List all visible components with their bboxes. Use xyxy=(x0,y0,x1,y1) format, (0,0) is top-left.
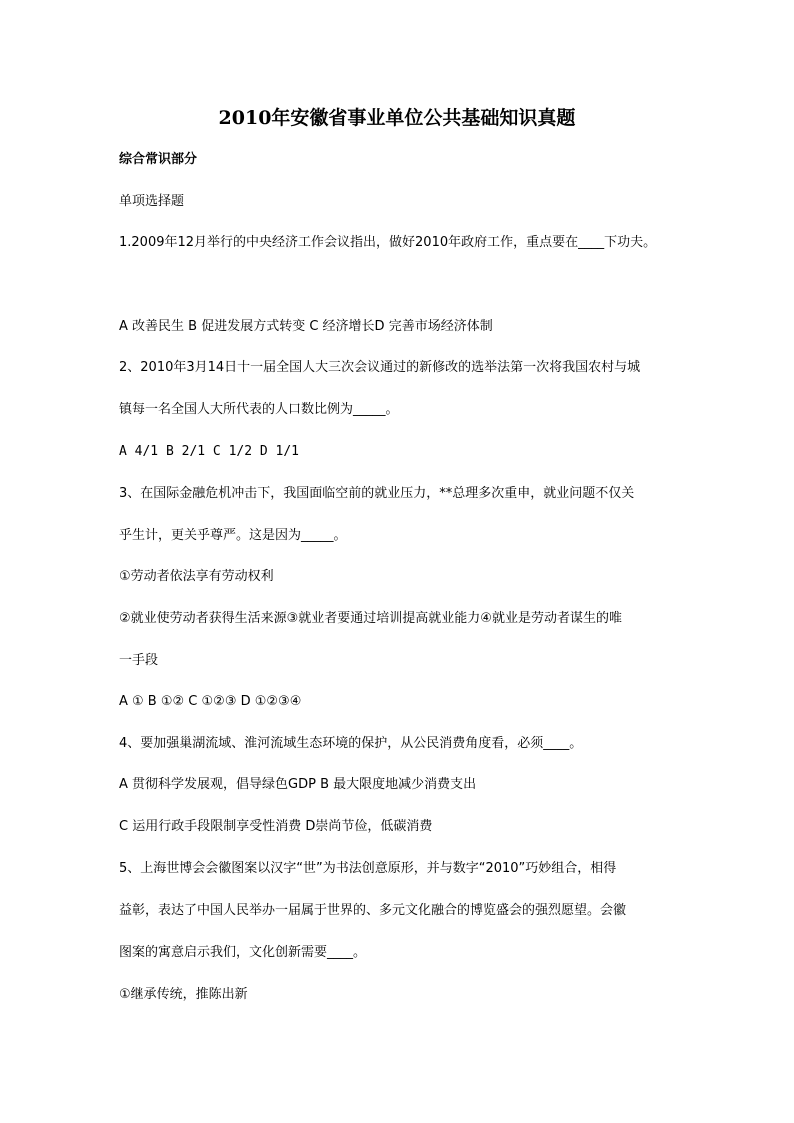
question-2-text-line-1: 2、2010年3月14日十一届全国人大三次会议通过的新修改的选举法第一次将我国农村与城 xyxy=(119,360,641,375)
question-5-text-line-1: 5、上海世博会会徽图案以汉字“世”为书法创意原形，并与数字“2010”巧妙组合，相得 xyxy=(119,861,617,876)
question-1-text: 1.2009年12月举行的中央经济工作会议指出，做好2010年政府工作，重点要在____下功夫。 xyxy=(119,235,657,250)
question-3-statements-continued: 一手段 xyxy=(119,653,159,668)
question-5-text-line-3: 图案的寓意启示我们，文化创新需要____。 xyxy=(119,945,367,960)
question-2-options: A 4/1 B 2/1 C 1/2 D 1/1 xyxy=(119,444,300,459)
question-3-text-line-2: 乎生计，更关乎尊严。这是因为_____。 xyxy=(119,528,347,543)
question-2-text-line-2: 镇每一名全国人大所代表的人口数比例为_____。 xyxy=(119,402,399,417)
question-4-options-cd: C 运用行政手段限制享受性消费 D崇尚节俭，低碳消费 xyxy=(119,819,433,834)
question-3-text-line-1: 3、在国际金融危机冲击下，我国面临空前的就业压力，**总理多次重申，就业问题不仅关 xyxy=(119,486,635,501)
question-5-text-line-2: 益彰，表达了中国人民举办一届属于世界的、多元文化融合的博览盛会的强烈愿望。会徽 xyxy=(119,903,627,918)
question-5-statement-1: ①继承传统，推陈出新 xyxy=(119,987,248,1002)
subsection-heading: 单项选择题 xyxy=(119,194,185,209)
question-4-text: 4、要加强巢湖流域、淮河流域生态环境的保护，从公民消费角度看，必须____。 xyxy=(119,736,583,751)
question-1-options: A 改善民生 B 促进发展方式转变 C 经济增长D 完善市场经济体制 xyxy=(119,319,493,334)
question-4-options-ab: A 贯彻科学发展观，倡导绿色GDP B 最大限度地减少消费支出 xyxy=(119,777,477,792)
question-3-statement-1: ①劳动者依法享有劳动权利 xyxy=(119,569,274,584)
question-3-statements-2-4: ②就业使劳动者获得生活来源③就业者要通过培训提高就业能力④就业是劳动者谋生的唯 xyxy=(119,611,622,626)
section-heading: 综合常识部分 xyxy=(119,152,198,167)
document-title: 2010年安徽省事业单位公共基础知识真题 xyxy=(218,107,576,129)
question-3-options: A ① B ①② C ①②③ D ①②③④ xyxy=(119,694,302,709)
